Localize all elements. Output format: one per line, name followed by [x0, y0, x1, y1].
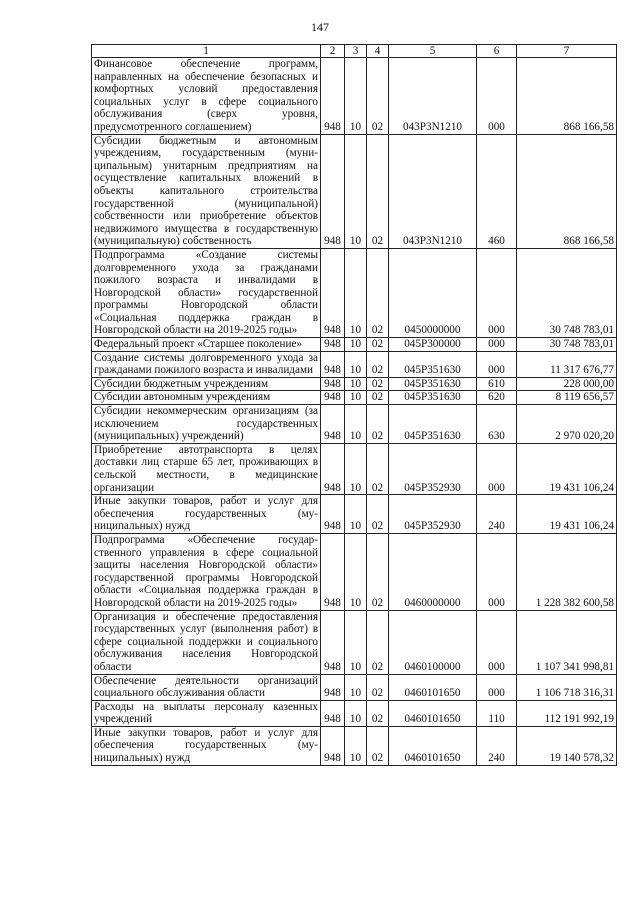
row-expense-type-code: 110: [477, 700, 517, 726]
row-target-article-code: 043P3N1210: [389, 58, 477, 135]
row-section-code: 10: [345, 134, 367, 248]
row-section-code: 10: [345, 405, 367, 444]
row-expense-type-code: 630: [477, 405, 517, 444]
row-grbs-code: 948: [321, 700, 345, 726]
row-grbs-code: 948: [321, 58, 345, 135]
row-grbs-code: 948: [321, 338, 345, 352]
page-number: 147: [311, 20, 329, 34]
budget-table: [91, 44, 617, 766]
row-grbs-code: 948: [321, 134, 345, 248]
row-section-code: 10: [345, 726, 367, 765]
row-subsection-code: 02: [367, 495, 389, 534]
table-row: [92, 338, 617, 352]
row-subsection-code: 02: [367, 134, 389, 248]
row-expense-type-code: 620: [477, 391, 517, 405]
row-target-article-code: 0460101650: [389, 700, 477, 726]
header-col-4: 4: [367, 45, 389, 58]
table-row: [92, 248, 617, 337]
row-name: Субсидии бюджетным и автономным учреждениям, государственным (муниципальным) унитарным предприятиям на осуществление капитальных вложений в объекты капитального строительства государственной (муниципальной) собственности или приобретение объектов недвижимого имущества в государственную (муниципальную) собственность: [92, 134, 321, 248]
row-expense-type-code: 000: [477, 533, 517, 610]
row-section-code: 10: [345, 700, 367, 726]
row-target-article-code: 045P351630: [389, 351, 477, 377]
row-target-article-code: 0450000000: [389, 248, 477, 337]
row-expense-type-code: 000: [477, 674, 517, 700]
row-section-code: 10: [345, 58, 367, 135]
row-amount: 19 140 578,32: [517, 726, 617, 765]
row-grbs-code: 948: [321, 443, 345, 494]
row-subsection-code: 02: [367, 248, 389, 337]
header-col-5: 5: [389, 45, 477, 58]
row-amount: 30 748 783,01: [517, 248, 617, 337]
row-subsection-code: 02: [367, 700, 389, 726]
row-name: Иные закупки товаров, работ и услуг для обеспечения государственных (муниципальных) нужд: [92, 495, 321, 534]
row-amount: 1 106 718 316,31: [517, 674, 617, 700]
table-row: [92, 610, 617, 674]
row-amount: 868 166,58: [517, 58, 617, 135]
row-section-code: 10: [345, 610, 367, 674]
row-amount: 112 191 992,19: [517, 700, 617, 726]
table-row: [92, 134, 617, 248]
row-name: Создание системы долговременного ухода за гражданами пожилого возраста и инвалидами: [92, 351, 321, 377]
row-grbs-code: 948: [321, 533, 345, 610]
row-grbs-code: 948: [321, 495, 345, 534]
row-subsection-code: 02: [367, 405, 389, 444]
row-grbs-code: 948: [321, 405, 345, 444]
row-grbs-code: 948: [321, 248, 345, 337]
row-target-article-code: 045P352930: [389, 443, 477, 494]
row-expense-type-code: 460: [477, 134, 517, 248]
header-col-1: 1: [92, 45, 321, 58]
row-amount: 228 000,00: [517, 377, 617, 391]
table-row: [92, 351, 617, 377]
table-row: [92, 58, 617, 135]
table-row: [92, 533, 617, 610]
row-amount: 19 431 106,24: [517, 495, 617, 534]
row-target-article-code: 045P351630: [389, 405, 477, 444]
row-amount: 8 119 656,57: [517, 391, 617, 405]
header-col-6: 6: [477, 45, 517, 58]
row-grbs-code: 948: [321, 726, 345, 765]
row-target-article-code: 0460101650: [389, 674, 477, 700]
row-amount: 11 317 676,77: [517, 351, 617, 377]
header-col-2: 2: [321, 45, 345, 58]
row-subsection-code: 02: [367, 726, 389, 765]
row-grbs-code: 948: [321, 351, 345, 377]
row-subsection-code: 02: [367, 377, 389, 391]
row-name: Субсидии некоммерческим организациям (за исключением государственных (муниципальных) учреждений): [92, 405, 321, 444]
header-col-3: 3: [345, 45, 367, 58]
row-section-code: 10: [345, 351, 367, 377]
table-row: [92, 674, 617, 700]
table-row: [92, 443, 617, 494]
row-expense-type-code: 240: [477, 726, 517, 765]
table-row: [92, 495, 617, 534]
row-name: Подпрограмма «Создание системы долговременного ухода за гражданами пожилого возраста и инвалидами в Новгородской области» государственной программы Новгородской области «Социальная поддержка граждан в Новгородской области на 2019-2025 годы»: [92, 248, 321, 337]
row-subsection-code: 02: [367, 391, 389, 405]
row-target-article-code: 045P300000: [389, 338, 477, 352]
row-subsection-code: 02: [367, 351, 389, 377]
row-grbs-code: 948: [321, 610, 345, 674]
row-grbs-code: 948: [321, 674, 345, 700]
row-expense-type-code: 000: [477, 610, 517, 674]
row-name: Иные закупки товаров, работ и услуг для обеспечения государственных (муниципальных) нужд: [92, 726, 321, 765]
row-amount: 1 107 341 998,81: [517, 610, 617, 674]
row-subsection-code: 02: [367, 674, 389, 700]
row-name: Подпрограмма «Обеспечение государственного управления в сфере социальной защиты населения Новгородской области» государственной программы Новгородской области «Социальная поддержка граждан в Новгородской области на 2019-2025 годы»: [92, 533, 321, 610]
row-section-code: 10: [345, 495, 367, 534]
table-row: [92, 700, 617, 726]
row-name: Организация и обеспечение предоставления государственных услуг (выполнения работ) в сфере социальной поддержки и социального обслуживания населения Новгородской области: [92, 610, 321, 674]
row-target-article-code: 0460000000: [389, 533, 477, 610]
row-section-code: 10: [345, 443, 367, 494]
row-amount: 1 228 382 600,58: [517, 533, 617, 610]
row-expense-type-code: 000: [477, 351, 517, 377]
table-row: [92, 391, 617, 405]
row-name: Обеспечение деятельности организаций социального обслуживания области: [92, 674, 321, 700]
table-row: [92, 726, 617, 765]
header-col-7: 7: [517, 45, 617, 58]
row-name: Приобретение автотранспорта в целях доставки лиц старше 65 лет, проживающих в сельской местности, в медицинские организации: [92, 443, 321, 494]
header-row: [92, 45, 617, 58]
row-section-code: 10: [345, 338, 367, 352]
row-target-article-code: 0460100000: [389, 610, 477, 674]
row-name: Федеральный проект «Старшее поколение»: [92, 338, 321, 352]
row-grbs-code: 948: [321, 391, 345, 405]
row-section-code: 10: [345, 674, 367, 700]
row-target-article-code: 045P351630: [389, 377, 477, 391]
row-subsection-code: 02: [367, 533, 389, 610]
row-subsection-code: 02: [367, 338, 389, 352]
row-name: Финансовое обеспечение программ, направленных на обеспечение безопасных и комфортных условий предоставления социальных услуг в сфере социального обслуживания (сверх уровня, предусмотренного соглашением): [92, 58, 321, 135]
row-subsection-code: 02: [367, 610, 389, 674]
row-name: Расходы на выплаты персоналу казенных учреждений: [92, 700, 321, 726]
row-subsection-code: 02: [367, 58, 389, 135]
row-section-code: 10: [345, 248, 367, 337]
row-amount: 19 431 106,24: [517, 443, 617, 494]
row-name: Субсидии автономным учреждениям: [92, 391, 321, 405]
row-amount: 30 748 783,01: [517, 338, 617, 352]
row-target-article-code: 045P352930: [389, 495, 477, 534]
row-target-article-code: 045P351630: [389, 391, 477, 405]
row-amount: 2 970 020,20: [517, 405, 617, 444]
row-expense-type-code: 610: [477, 377, 517, 391]
table-row: [92, 377, 617, 391]
row-expense-type-code: 000: [477, 338, 517, 352]
row-section-code: 10: [345, 391, 367, 405]
row-expense-type-code: 000: [477, 248, 517, 337]
row-expense-type-code: 000: [477, 443, 517, 494]
row-expense-type-code: 240: [477, 495, 517, 534]
table-row: [92, 405, 617, 444]
row-target-article-code: 043P3N1210: [389, 134, 477, 248]
row-amount: 868 166,58: [517, 134, 617, 248]
row-section-code: 10: [345, 533, 367, 610]
row-expense-type-code: 000: [477, 58, 517, 135]
row-grbs-code: 948: [321, 377, 345, 391]
row-subsection-code: 02: [367, 443, 389, 494]
row-name: Субсидии бюджетным учреждениям: [92, 377, 321, 391]
row-section-code: 10: [345, 377, 367, 391]
row-target-article-code: 0460101650: [389, 726, 477, 765]
